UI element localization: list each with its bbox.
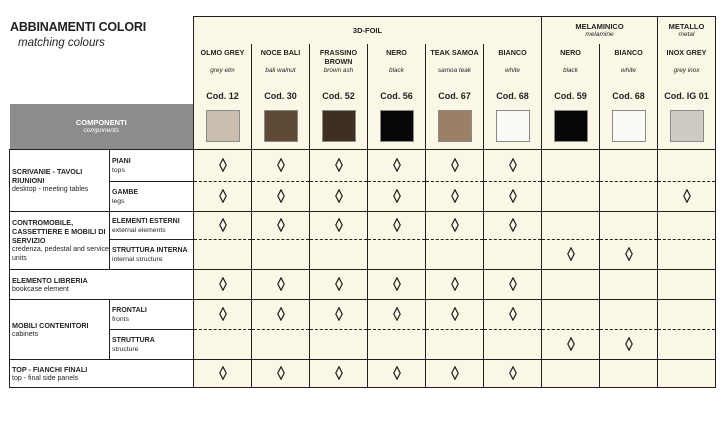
match-cell-available [542,330,600,360]
match-cell-empty [600,300,658,330]
diamond-icon [335,158,343,172]
colour-name-line2: BROWN [324,56,353,66]
colour-name-line2 [484,57,541,66]
category-name: MOBILI CONTENITORI [12,320,89,330]
category-translation: top - final side panels [12,374,79,382]
match-cell-empty [252,240,310,270]
blank-cell [10,44,194,104]
swatch-cell [426,104,484,150]
match-cell-available [658,182,716,212]
colour-translation: bali walnut [265,66,296,74]
match-cell-empty [310,240,368,270]
colour-header [368,44,426,104]
group-melamine [542,17,658,44]
table-row [10,212,716,240]
subcomponent-cell [110,212,194,240]
diamond-icon [451,277,459,291]
match-cell-empty [310,330,368,360]
diamond-icon [509,189,517,203]
colour-name: BIANCO [614,47,643,57]
match-cell-empty [600,360,658,388]
diamond-icon [219,277,227,291]
diamond-icon [219,158,227,172]
group-name: MELAMINICO [575,22,624,32]
match-cell-available [484,270,542,300]
diamond-icon [335,189,343,203]
match-cell-empty [194,330,252,360]
colour-header [194,44,252,104]
diamond-icon [219,366,227,380]
table-row [10,240,716,270]
colour-header [484,44,542,104]
colour-translation: samoa teak [437,66,472,74]
category-name: TOP - FIANCHI FINALI [12,364,88,374]
colour-code: Cod. 68 [612,90,645,101]
match-cell-available [194,360,252,388]
match-cell-available [542,240,600,270]
match-cell-empty [658,300,716,330]
category-name: SCRIVANIE - TAVOLI RIUNIONI [12,167,83,185]
colour-swatch [496,110,530,142]
subcomponent-translation: external elements [112,226,166,234]
match-cell-available [484,150,542,182]
diamond-icon [451,218,459,232]
match-cell-empty [542,360,600,388]
match-cell-empty [658,360,716,388]
colour-translation: black [563,66,578,74]
match-cell-empty [600,270,658,300]
subcomponent-translation: tops [112,166,125,174]
table-row [10,182,716,212]
match-cell-available [252,360,310,388]
diamond-icon [277,366,285,380]
diamond-icon [393,218,401,232]
subcomponent-cell [110,240,194,270]
swatch-cell [600,104,658,150]
match-cell-available [484,300,542,330]
match-cell-available [194,270,252,300]
match-cell-available [426,270,484,300]
match-cell-empty [542,300,600,330]
colour-code: Cod. IG 01 [664,90,709,101]
match-cell-available [310,182,368,212]
table-row [10,330,716,360]
colour-translation: white [621,66,636,74]
components-header [10,104,194,150]
match-cell-empty [658,240,716,270]
category-cell [10,360,194,388]
colour-name: NERO [386,47,407,57]
match-cell-available [368,270,426,300]
colour-translation: brown ash [323,66,354,74]
group-sub: metal [678,31,695,39]
group-metal [658,17,716,44]
colour-header [600,44,658,104]
diamond-icon [393,158,401,172]
diamond-icon [509,277,517,291]
page-subtitle: matching colours [18,37,105,49]
colour-name: OLMO GREY [200,47,245,57]
diamond-icon [451,366,459,380]
category-name: ELEMENTO LIBRERIA [12,275,88,285]
diamond-icon [393,366,401,380]
match-cell-empty [542,150,600,182]
colour-swatch [322,110,356,142]
diamond-icon [393,307,401,321]
colour-name-line2 [426,57,483,66]
swatch-cell [658,104,716,150]
category-cell [10,270,194,300]
page-title: ABBINAMENTI COLORI [10,20,146,34]
match-cell-available [194,212,252,240]
category-cell [10,150,110,212]
table-row [10,360,716,388]
colour-translation: black [389,66,404,74]
colour-name: NOCE BALI [260,47,301,57]
match-cell-available [194,182,252,212]
diamond-icon [277,277,285,291]
subcomponent-cell [110,300,194,330]
category-translation: credenza, pedestal and service units [12,246,109,262]
match-cell-available [426,212,484,240]
colour-name: NERO [560,47,581,57]
diamond-icon [451,307,459,321]
subcomponent-name: FRONTALI [112,306,147,314]
match-cell-empty [252,330,310,360]
group-3dfoil [194,17,542,44]
match-cell-available [310,360,368,388]
match-cell-available [252,212,310,240]
colour-translation: grey elm [210,66,235,74]
diamond-icon [683,189,691,203]
match-cell-available [484,212,542,240]
category-name: CONTROMOBILE, CASSETTIERE E MOBILI DI SERVIZIO [12,218,106,245]
subcomponent-translation: legs [112,197,125,205]
match-cell-empty [484,330,542,360]
match-cell-empty [600,212,658,240]
match-cell-available [426,182,484,212]
match-cell-available [368,212,426,240]
colour-swatch [554,110,588,142]
subcomponent-name: ELEMENTI ESTERNI [112,217,180,225]
match-cell-available [252,300,310,330]
diamond-icon [219,218,227,232]
colour-swatch [438,110,472,142]
match-cell-available [426,300,484,330]
diamond-icon [335,218,343,232]
swatch-cell [310,104,368,150]
colour-swatch [206,110,240,142]
match-cell-available [368,300,426,330]
table-row [10,150,716,182]
colour-name-line2 [600,57,657,66]
match-cell-available [600,240,658,270]
colour-name: TEAK SAMOA [430,47,479,57]
subcomponent-translation: structure [112,345,139,353]
colour-swatch [612,110,646,142]
diamond-icon [625,337,633,351]
match-cell-empty [426,240,484,270]
match-cell-empty [426,330,484,360]
match-cell-available [600,330,658,360]
colour-code: Cod. 12 [206,90,239,101]
diamond-icon [625,247,633,261]
subcomponent-name: PIANI [112,157,131,165]
diamond-icon [567,337,575,351]
colour-code: Cod. 67 [438,90,471,101]
match-cell-empty [368,330,426,360]
colour-name: FRASSINO [319,47,358,57]
diamond-icon [219,307,227,321]
colour-header [426,44,484,104]
diamond-icon [219,189,227,203]
colour-code: Cod. 30 [264,90,297,101]
match-cell-empty [368,240,426,270]
swatch-cell [542,104,600,150]
components-sub: components [83,127,119,135]
group-name: METALLO [668,22,705,32]
match-cell-empty [658,150,716,182]
diamond-icon [277,307,285,321]
subcomponent-translation: fronts [112,315,129,323]
match-cell-available [252,270,310,300]
swatch-cell [194,104,252,150]
colour-name: INOX GREY [666,47,707,57]
swatch-cell [368,104,426,150]
subcomponent-cell [110,150,194,182]
category-translation: bookcase element [12,285,69,293]
diamond-icon [335,277,343,291]
subcomponent-cell [110,330,194,360]
match-cell-available [426,360,484,388]
subcomponent-cell [110,182,194,212]
table-row [10,300,716,330]
title-spacer [10,17,194,44]
colour-name: BIANCO [498,47,527,57]
match-cell-available [310,300,368,330]
colour-header [542,44,600,104]
match-cell-available [368,360,426,388]
colour-code: Cod. 68 [496,90,529,101]
diamond-icon [393,189,401,203]
match-cell-available [484,360,542,388]
group-sub: melamine [585,31,614,39]
colour-header [658,44,716,104]
colour-code: Cod. 59 [554,90,587,101]
match-cell-available [252,150,310,182]
colour-header [252,44,310,104]
match-cell-available [484,182,542,212]
match-cell-empty [542,182,600,212]
match-cell-available [310,212,368,240]
colour-name-line2 [252,57,309,66]
diamond-icon [509,307,517,321]
category-translation: cabinets [12,330,39,338]
colour-code: Cod. 56 [380,90,413,101]
matching-table [9,16,716,388]
match-cell-empty [658,330,716,360]
colour-name-line2 [658,57,715,66]
colour-translation: grey inox [673,66,700,74]
match-cell-available [252,182,310,212]
subcomponent-translation: internal structure [112,255,163,263]
match-cell-available [310,270,368,300]
match-cell-empty [194,240,252,270]
diamond-icon [451,189,459,203]
diamond-icon [277,189,285,203]
match-cell-empty [600,182,658,212]
colour-code: Cod. 52 [322,90,355,101]
diamond-icon [509,366,517,380]
match-cell-available [310,150,368,182]
category-cell [10,300,110,360]
match-cell-empty [600,150,658,182]
swatch-cell [484,104,542,150]
match-cell-available [194,300,252,330]
match-cell-empty [658,270,716,300]
colour-swatch [670,110,704,142]
diamond-icon [393,277,401,291]
category-cell [10,212,110,270]
subcomponent-name: STRUTTURA INTERNA [112,246,188,254]
colour-name-line2 [194,57,251,66]
diamond-icon [335,366,343,380]
colour-swatch [264,110,298,142]
diamond-icon [451,158,459,172]
match-cell-available [368,182,426,212]
diamond-icon [509,218,517,232]
colour-translation: white [505,66,520,74]
diamond-icon [509,158,517,172]
diamond-icon [277,218,285,232]
colour-swatch [380,110,414,142]
subcomponent-name: STRUTTURA [112,336,155,344]
match-cell-empty [542,212,600,240]
colour-name-line2 [368,57,425,66]
diamond-icon [335,307,343,321]
match-cell-empty [658,212,716,240]
swatch-cell [252,104,310,150]
category-translation: desktop - meeting tables [12,186,89,193]
match-cell-available [368,150,426,182]
match-cell-empty [484,240,542,270]
colour-header [310,44,368,104]
match-cell-empty [542,270,600,300]
match-cell-available [426,150,484,182]
subcomponent-name: GAMBE [112,188,139,196]
match-cell-available [194,150,252,182]
components-label: COMPONENTI [75,118,127,128]
diamond-icon [567,247,575,261]
table-row [10,270,716,300]
diamond-icon [277,158,285,172]
group-name: 3D-FOIL [352,25,383,35]
colour-name-line2 [542,57,599,66]
